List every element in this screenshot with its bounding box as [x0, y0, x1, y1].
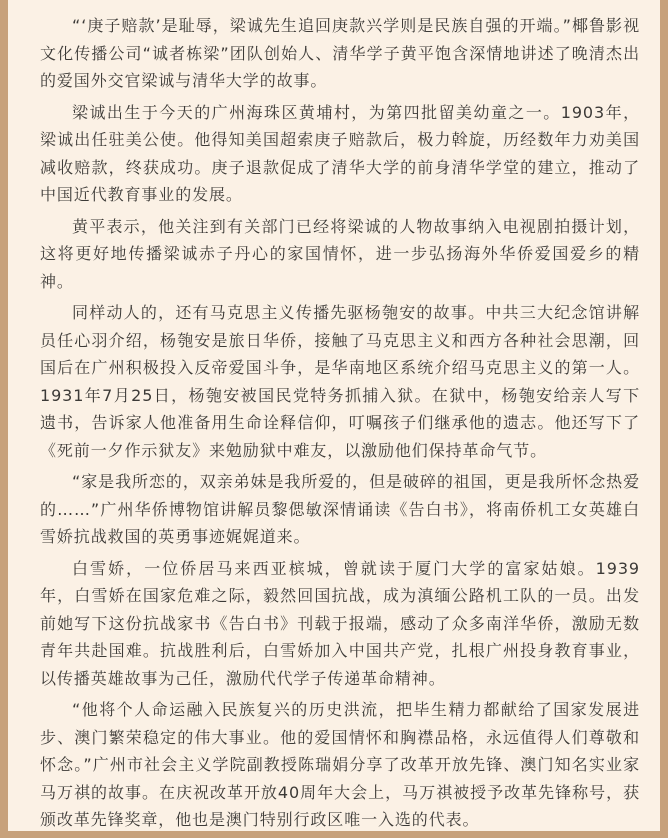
- article-body: [40, 12, 640, 838]
- paragraph-huang-ping: 黄平表示，他关注到有关部门已经将梁诚的人物故事纳入电视剧拍摄计划，这将更好地传播梁诚赤子丹心的家国情怀，进一步弘扬海外华侨爱国爱乡的精神。: [40, 216, 640, 291]
- paragraph-ma-wanqi: “他将个人命运融入民族复兴的历史洪流，把毕生精力都献给了国家发展进步、澳门繁荣稳定的伟大事业。他的爱国情怀和胸襟品格，永远值得人们尊敬和怀念。”广州市社会主义学院副教授陈瑞娟分享了改革开放先锋、澳门知名实业家马万祺的故事。在庆祝改革开放40周年大会上，马万祺被授予改革先锋称号，获颁改革先锋奖章，他也是澳门特别行政区唯一入选的代表。: [40, 700, 640, 829]
- paragraph-liang-cheng-bio: 梁诚出生于今天的广州海珠区黄埔村，为第四批留美幼童之一。1903年，梁诚出任驻美公使。他得知美国超索庚子赔款后，极力斡旋，历经数年力劝美国减收赔款，终获成功。庚子退款促成了清华大学的前身清华学堂的建立，推动了中国近代教育事业的发展。: [40, 102, 640, 204]
- paragraph-bai-xuejiao: 白雪娇，一位侨居马来西亚槟城，曾就读于厦门大学的富家姑娘。1939年，白雪娇在国家危难之际，毅然回国抗战，成为滇缅公路机工队的一员。出发前她写下这份抗战家书《告白书》刊载于报端，感动了众多南洋华侨，激励无数青年共赴国难。抗战胜利后，白雪娇加入中国共产党，扎根广州投身教育事业，以传播英雄故事为己任，激励代代学子传递革命精神。: [40, 558, 640, 688]
- paragraph-yang-paoan: 同样动人的，还有马克思主义传播先驱杨匏安的故事。中共三大纪念馆讲解员任心羽介绍，杨匏安是旅日华侨，接触了马克思主义和西方各种社会思潮，回国后在广州积极投入反帝爱国斗争，是华南地区系统介绍马克思主义的第一人。1931年7月25日，杨匏安被国民党特务抓捕入狱。在狱中，杨匏安给亲人写下遗书，告诉家人他准备用生命诠释信仰，叮嘱孩子们继承他的遗志。他还写下了《死前一夕作示狱友》来勉励狱中难友，以激励他们保持革命气节。: [40, 303, 640, 460]
- paragraph-liang-cheng-intro: “‘庚子赔款’是耻辱，梁诚先生追回庚款兴学则是民族自强的开端。”椰鲁影视文化传播公司“诚者栋梁”团队创始人、清华学子黄平饱含深情地讲述了晚清杰出的爱国外交官梁诚与清华大学的故事。: [40, 16, 640, 90]
- article-card: [8, 0, 660, 831]
- paragraph-letter-quote: “家是我所恋的，双亲弟妹是我所爱的，但是破碎的祖国，更是我所怀念热爱的……”广州华侨博物馆讲解员黎偲敏深情诵读《告白书》，将南侨机工女英雄白雪娇抗战救国的英勇事迹娓娓道来。: [40, 472, 640, 546]
